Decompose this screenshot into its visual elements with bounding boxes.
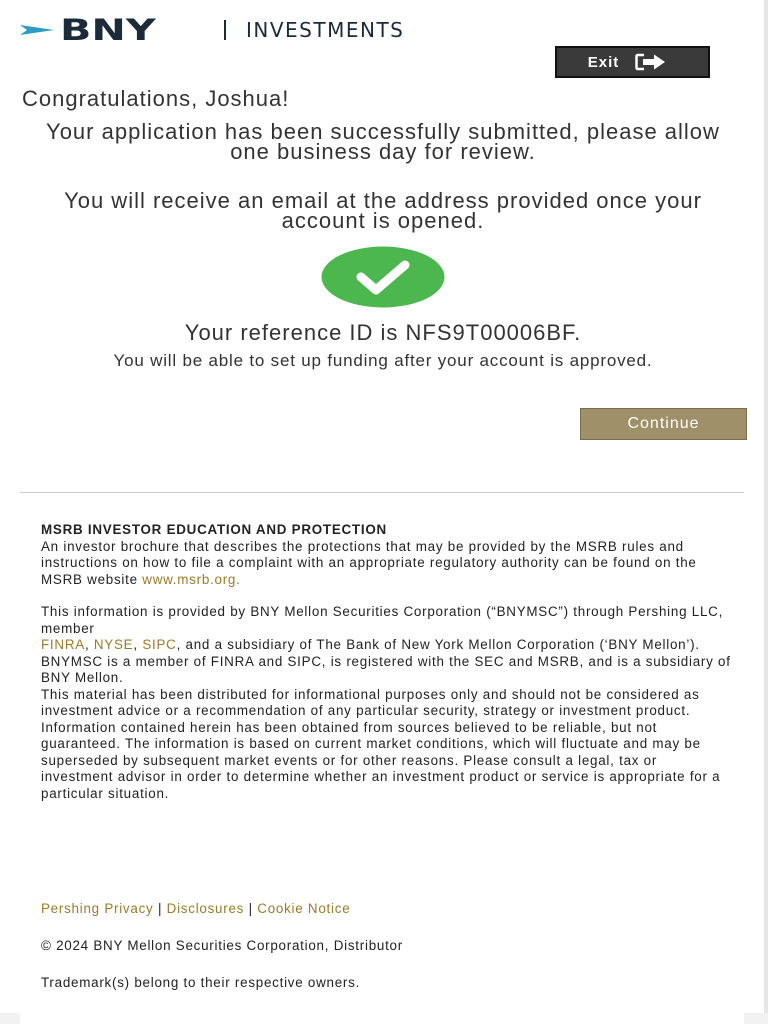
brand-product: INVESTMENTS [246,18,405,42]
page-bottom-edge [0,1013,768,1024]
exit-arrow-icon [635,53,667,71]
exit-button[interactable] [555,46,710,78]
copyright-text: © 2024 BNY Mellon Securities Corporation, Distributor [41,938,403,953]
exit-button-label: Exit [587,53,620,71]
brand-name: BNY [60,13,156,47]
msrb-heading: MSRB INVESTOR EDUCATION AND PROTECTION [41,522,387,537]
reference-id-line [30,320,736,346]
brand-header [18,13,405,47]
pershing-privacy-link[interactable]: Pershing Privacy [41,901,154,916]
bny-logo-mark-icon [18,16,58,44]
disclosures-link[interactable]: Disclosures [166,901,245,916]
info-text-1: This information is provided by BNY Mellon Securities Corporation (“BNYMSC”) through Pershing LLC, member [41,604,724,636]
disclaimer-paragraph: This material has been distributed for informational purposes only and should not be considered as investment advice or a recommendation of any particular security, strategy or investment product. Information contained herein has been obtained from sources believed to be reliable, but not guaranteed. The information is based on current market conditions, which will fluctuate and may be superseded by subsequent market events or for other reasons. Please consult a legal, tax or investment advisor in order to determine whether an investment product or service is appropriate for a particular situation. [41,686,721,801]
footer-links [41,901,350,916]
msrb-link[interactable]: www.msrb.org. [142,571,241,587]
cookie-notice-link[interactable]: Cookie Notice [257,901,351,916]
footer-disclosures [41,522,731,802]
link-separator: | [153,901,167,916]
section-divider [20,492,744,493]
greeting-heading: Congratulations, Joshua! [22,86,290,111]
check-icon [321,246,445,308]
submitted-message: Your application has been successfully submitted, please allow one business day for review. [46,119,720,164]
email-message: You will receive an email at the address provided once your account is opened. [64,188,702,233]
continue-button[interactable]: Continue [580,408,747,440]
reference-id: NFS9T00006BF [405,320,575,345]
link-separator: | [244,901,258,916]
funding-message: You will be able to set up funding after your account is approved. [113,351,653,370]
nyse-link[interactable]: NYSE [93,637,134,652]
info-paragraph: This information is provided by BNY Mellon Securities Corporation (“BNYMSC”) through Pershing LLC, member FINRA, NYSE, SIPC, and a subsidiary of The Bank of New York Mellon Corporation (‘BNY Mellon’). BNYMSC is a member of FINRA and SIPC, is registered with the SEC and MSRB, and is a subsidiary of BNY Mellon. [41,604,731,685]
reference-suffix: . [574,320,582,345]
finra-link[interactable]: FINRA [41,637,85,652]
msrb-paragraph [41,539,731,589]
msrb-text: An investor brochure that describes the protections that may be provided by the MSRB rules and instructions on how to file a complaint with an appropriate regulatory authority can be found on the MSRB website [41,538,697,587]
page-edge [764,0,768,1024]
sipc-link[interactable]: SIPC [142,637,177,652]
trademark-text: Trademark(s) belong to their respective owners. [41,975,361,990]
reference-prefix: Your reference ID is [184,320,406,345]
info-text-2: , and a subsidiary of The Bank of New York Mellon Corporation (‘BNY Mellon’). BNYMSC is a member of FINRA and SIPC, is registered with the SEC and MSRB, and is a subsidiary of BNY Mellon. [41,637,731,685]
